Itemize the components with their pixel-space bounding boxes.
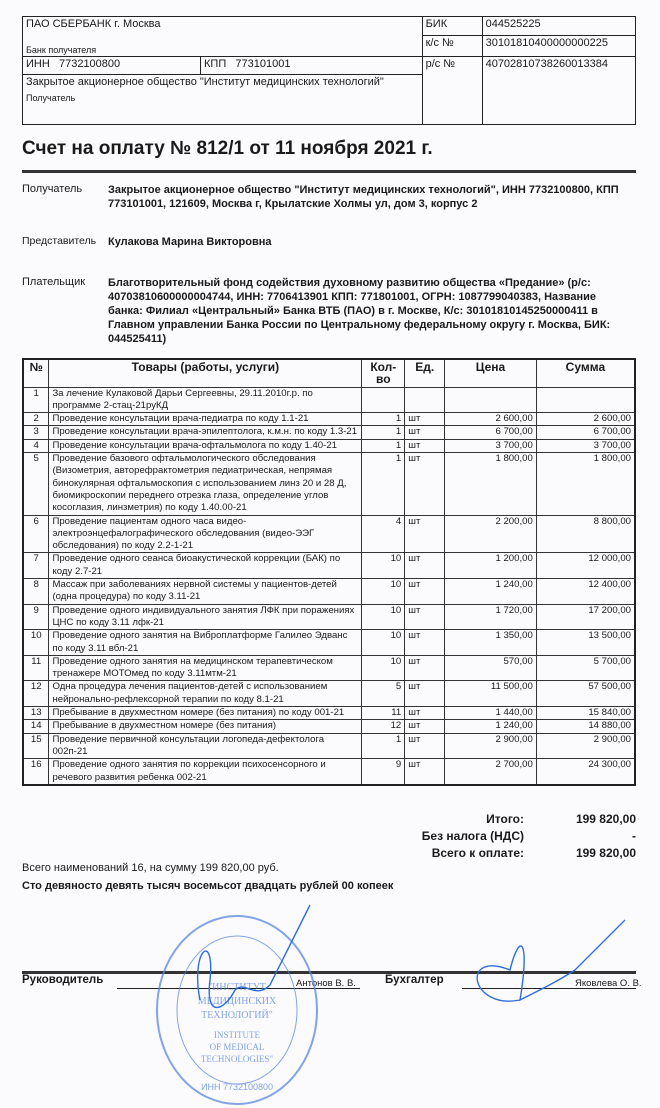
head-label: Руководитель xyxy=(22,974,104,986)
company-stamp xyxy=(157,916,317,1104)
representative-name: Кулакова Марина Викторовна xyxy=(108,236,272,248)
bank-name: ПАО СБЕРБАНК г. Москва xyxy=(26,18,161,30)
table-row xyxy=(23,681,635,707)
row-number: 15 xyxy=(23,733,49,759)
row-unit: шт xyxy=(405,453,445,515)
row-number: 5 xyxy=(23,453,49,515)
row-sum: 12 000,00 xyxy=(536,553,635,579)
accountant-signature xyxy=(477,920,625,1001)
row-description: За лечение Кулаковой Дарьи Сергеевны, 29.11.2010г.р. по программе 2-стац-21руКД xyxy=(49,387,362,413)
row-unit: шт xyxy=(405,579,445,605)
row-price: 1 240,00 xyxy=(445,720,537,733)
row-sum: 1 800,00 xyxy=(536,453,635,515)
row-unit: шт xyxy=(405,630,445,656)
table-row xyxy=(23,387,635,413)
col-quantity: Кол-во xyxy=(362,359,405,387)
row-price: 1 240,00 xyxy=(445,579,537,605)
row-sum: 3 700,00 xyxy=(536,439,635,452)
due-value: 199 820,00 xyxy=(575,846,636,860)
row-price: 570,00 xyxy=(445,655,537,681)
ks-value: 30101810400000000225 xyxy=(482,36,635,57)
row-unit: шт xyxy=(405,413,445,426)
row-sum: 2 600,00 xyxy=(536,413,635,426)
row-price: 1 720,00 xyxy=(445,604,537,630)
inn-cell xyxy=(23,57,201,75)
table-row xyxy=(23,453,635,515)
recipient-cell xyxy=(23,75,423,125)
vat-row xyxy=(336,829,636,843)
recipient-label: Получатель xyxy=(26,93,76,103)
row-unit: шт xyxy=(405,439,445,452)
row-description: Проведение консультации врача-эпилептолога, к.м.н. по коду 1.3-21 xyxy=(49,426,362,439)
row-number: 3 xyxy=(23,426,49,439)
row-unit: шт xyxy=(405,759,445,785)
row-sum: 15 840,00 xyxy=(536,707,635,720)
recipient-details: Закрытое акционерное общество "Институт медицинских технологий", ИНН 7732100800, КПП 773101001, 121609, Москва г, Крылатские Холмы ул, дом 3, корпус 2 xyxy=(108,184,619,210)
col-description: Товары (работы, услуги) xyxy=(49,359,362,387)
row-unit: шт xyxy=(405,426,445,439)
row-price: 1 800,00 xyxy=(445,453,537,515)
row-sum: 8 800,00 xyxy=(536,515,635,553)
row-sum: 57 500,00 xyxy=(536,681,635,707)
row-price: 2 600,00 xyxy=(445,413,537,426)
row-number: 6 xyxy=(23,515,49,553)
table-row xyxy=(23,604,635,630)
row-unit: шт xyxy=(405,733,445,759)
accountant-name: Яковлева О. В. xyxy=(575,978,642,989)
row-number: 16 xyxy=(23,759,49,785)
svg-text:ТЕХНОЛОГИЙ": ТЕХНОЛОГИЙ" xyxy=(201,1010,273,1021)
row-sum: 2 900,00 xyxy=(536,733,635,759)
row-description: Проведение одного занятия на Виброплатформе Галилео Эдванс по коду 3.11 вбл-21 xyxy=(49,630,362,656)
row-description: Одна процедура лечения пациентов-детей с использованием нейронально-рефлексорной терапии по коду 8.1-21 xyxy=(49,681,362,707)
row-quantity: 10 xyxy=(362,604,405,630)
row-unit: шт xyxy=(405,604,445,630)
row-sum: 17 200,00 xyxy=(536,604,635,630)
table-row xyxy=(23,759,635,785)
due-row xyxy=(336,846,636,860)
svg-text:МЕДИЦИНСКИХ: МЕДИЦИНСКИХ xyxy=(197,996,277,1007)
row-quantity: 4 xyxy=(362,515,405,553)
row-unit: шт xyxy=(405,681,445,707)
table-row xyxy=(23,515,635,553)
row-quantity: 12 xyxy=(362,720,405,733)
row-price: 1 440,00 xyxy=(445,707,537,720)
row-price: 2 200,00 xyxy=(445,515,537,553)
row-price xyxy=(445,387,537,413)
row-number: 14 xyxy=(23,720,49,733)
table-row xyxy=(23,630,635,656)
table-row xyxy=(23,439,635,452)
row-unit xyxy=(405,387,445,413)
table-row xyxy=(23,707,635,720)
row-price: 1 200,00 xyxy=(445,553,537,579)
items-summary: Всего наименований 16, на сумму 199 820,00 руб. xyxy=(22,862,279,874)
row-quantity: 10 xyxy=(362,655,405,681)
row-unit: шт xyxy=(405,553,445,579)
inn-value: 7732100800 xyxy=(58,58,121,70)
row-description: Проведение одного сеанса биоакустической коррекции (БАК) по коду 2.7-21 xyxy=(49,553,362,579)
bank-label: Банк получателя xyxy=(26,45,97,55)
col-unit: Ед. xyxy=(405,359,445,387)
row-quantity: 10 xyxy=(362,630,405,656)
row-unit: шт xyxy=(405,655,445,681)
bik-value: 044525225 xyxy=(482,17,635,36)
page-title: Счет на оплату № 812/1 от 11 ноября 2021 г. xyxy=(22,138,433,159)
inn-label: ИНН xyxy=(26,58,50,70)
row-sum: 24 300,00 xyxy=(536,759,635,785)
row-quantity: 10 xyxy=(362,579,405,605)
row-sum: 14 880,00 xyxy=(536,720,635,733)
row-description: Пребывание в двухместном номере (без питания) по коду 001-21 xyxy=(49,707,362,720)
col-number: № xyxy=(23,359,49,387)
total-label: Итого: xyxy=(486,812,524,826)
row-description: Проведение одного занятия по коррекции психосенсорного и речевого развития ребенка 002-21 xyxy=(49,759,362,785)
row-quantity: 9 xyxy=(362,759,405,785)
row-number: 10 xyxy=(23,630,49,656)
row-description: Проведение пациентам одного часа видео-электроэнцефалографического обследования (видео-ЭЭГ обследования) по коду 2.2-1-21 xyxy=(49,515,362,553)
svg-text:ИНН 7732100800: ИНН 7732100800 xyxy=(200,1082,274,1092)
row-quantity: 1 xyxy=(362,439,405,452)
row-sum: 6 700,00 xyxy=(536,426,635,439)
col-price: Цена xyxy=(445,359,537,387)
payer-label: Плательщик xyxy=(22,276,86,288)
table-row xyxy=(23,579,635,605)
row-price: 2 900,00 xyxy=(445,733,537,759)
total-row xyxy=(336,812,636,826)
row-number: 4 xyxy=(23,439,49,452)
row-description: Массаж при заболеваниях нервной системы у пациентов-детей (одна процедура) по коду 3.11-21 xyxy=(49,579,362,605)
table-row xyxy=(23,553,635,579)
vat-label: Без налога (НДС) xyxy=(421,829,524,843)
col-sum: Сумма xyxy=(536,359,635,387)
head-name: Антонов В. В. xyxy=(296,978,356,989)
row-quantity: 1 xyxy=(362,413,405,426)
row-description: Проведение базового офтальмологического обследования (Визометрия, авторефрактометрия педиатрическая, непрямая бинокулярная офтальмоскопия с использованием линз 20 и 28 Д, биомикроскопии переднего отрезка глаза, определение углов косоглазия, линзметрия) по коду 1.40.00-21 xyxy=(49,453,362,515)
row-sum xyxy=(536,387,635,413)
svg-text:"ИНСТИТУТ: "ИНСТИТУТ xyxy=(208,982,266,993)
row-quantity xyxy=(362,387,405,413)
svg-text:INSTITUTE: INSTITUTE xyxy=(214,1030,260,1040)
row-quantity: 1 xyxy=(362,733,405,759)
table-header xyxy=(23,359,635,387)
vat-value: - xyxy=(632,829,636,843)
row-number: 8 xyxy=(23,579,49,605)
row-quantity: 11 xyxy=(362,707,405,720)
amount-in-words: Сто девяносто девять тысяч восемьсот двадцать рублей 00 копеек xyxy=(22,880,394,892)
row-number: 12 xyxy=(23,681,49,707)
table-row xyxy=(23,655,635,681)
table-row xyxy=(23,413,635,426)
recipient-label: Получатель xyxy=(22,183,83,195)
svg-text:OF MEDICAL: OF MEDICAL xyxy=(209,1042,265,1052)
row-number: 9 xyxy=(23,604,49,630)
recipient-name: Закрытое акционерное общество "Институт медицинских технологий" xyxy=(26,76,384,88)
bik-label: БИК xyxy=(422,17,482,36)
row-quantity: 5 xyxy=(362,681,405,707)
table-row xyxy=(23,720,635,733)
row-number: 11 xyxy=(23,655,49,681)
payer-details: Благотворительный фонд содействия духовному развитию общества «Предание» (р/с: 40703810600000004744, ИНН: 7706413901 КПП: 771801001, ОГРН: 1087799040383, Название банка: Филиал «Центральный» Банка ВТБ (ПАО) в г. Москве, К/с: 30101810145250000411 в Главном управлении Банка России по Центральному федеральному округу г. Москва, БИК: 044525411) xyxy=(108,277,611,345)
row-description: Проведение одного индивидуального занятия ЛФК при поражениях ЦНС по коду 3.11 лфк-21 xyxy=(49,604,362,630)
row-number: 1 xyxy=(23,387,49,413)
row-description: Проведение консультации врача-педиатра по коду 1.1-21 xyxy=(49,413,362,426)
row-description: Проведение одного занятия на медицинском терапевтическом тренажере МОТОмед по коду 3.11мтм-21 xyxy=(49,655,362,681)
rs-value: 40702810738260013384 xyxy=(482,57,635,125)
row-sum: 5 700,00 xyxy=(536,655,635,681)
bank-details-table xyxy=(22,16,636,125)
row-quantity: 1 xyxy=(362,426,405,439)
due-label: Всего к оплате: xyxy=(431,846,524,860)
row-sum: 12 400,00 xyxy=(536,579,635,605)
table-row xyxy=(23,733,635,759)
row-unit: шт xyxy=(405,720,445,733)
row-unit: шт xyxy=(405,515,445,553)
row-quantity: 1 xyxy=(362,453,405,515)
row-unit: шт xyxy=(405,707,445,720)
svg-text:TECHNOLOGIES": TECHNOLOGIES" xyxy=(200,1054,274,1064)
kpp-value: 773101001 xyxy=(235,58,291,70)
row-number: 7 xyxy=(23,553,49,579)
title-divider xyxy=(22,170,636,173)
row-number: 13 xyxy=(23,707,49,720)
items-table xyxy=(22,358,636,786)
stamp-and-signatures xyxy=(0,890,660,1108)
kpp-label: КПП xyxy=(204,58,227,70)
table-row xyxy=(23,426,635,439)
row-price: 1 350,00 xyxy=(445,630,537,656)
row-price: 2 700,00 xyxy=(445,759,537,785)
representative-label: Представитель xyxy=(22,235,97,247)
row-description: Проведение консультации врача-офтальмолога по коду 1.40-21 xyxy=(49,439,362,452)
row-price: 3 700,00 xyxy=(445,439,537,452)
ks-label: к/с № xyxy=(422,36,482,57)
row-price: 6 700,00 xyxy=(445,426,537,439)
accountant-label: Бухгалтер xyxy=(385,974,444,986)
row-price: 11 500,00 xyxy=(445,681,537,707)
row-description: Проведение первичной консультации логопеда-дефектолога 002п-21 xyxy=(49,733,362,759)
total-value: 199 820,00 xyxy=(575,812,636,826)
rs-label: р/с № xyxy=(422,57,482,125)
row-quantity: 10 xyxy=(362,553,405,579)
row-description: Пребывание в двухместном номере (без питания) xyxy=(49,720,362,733)
row-number: 2 xyxy=(23,413,49,426)
bank-name-cell xyxy=(23,17,423,57)
kpp-cell xyxy=(201,57,423,75)
row-sum: 13 500,00 xyxy=(536,630,635,656)
